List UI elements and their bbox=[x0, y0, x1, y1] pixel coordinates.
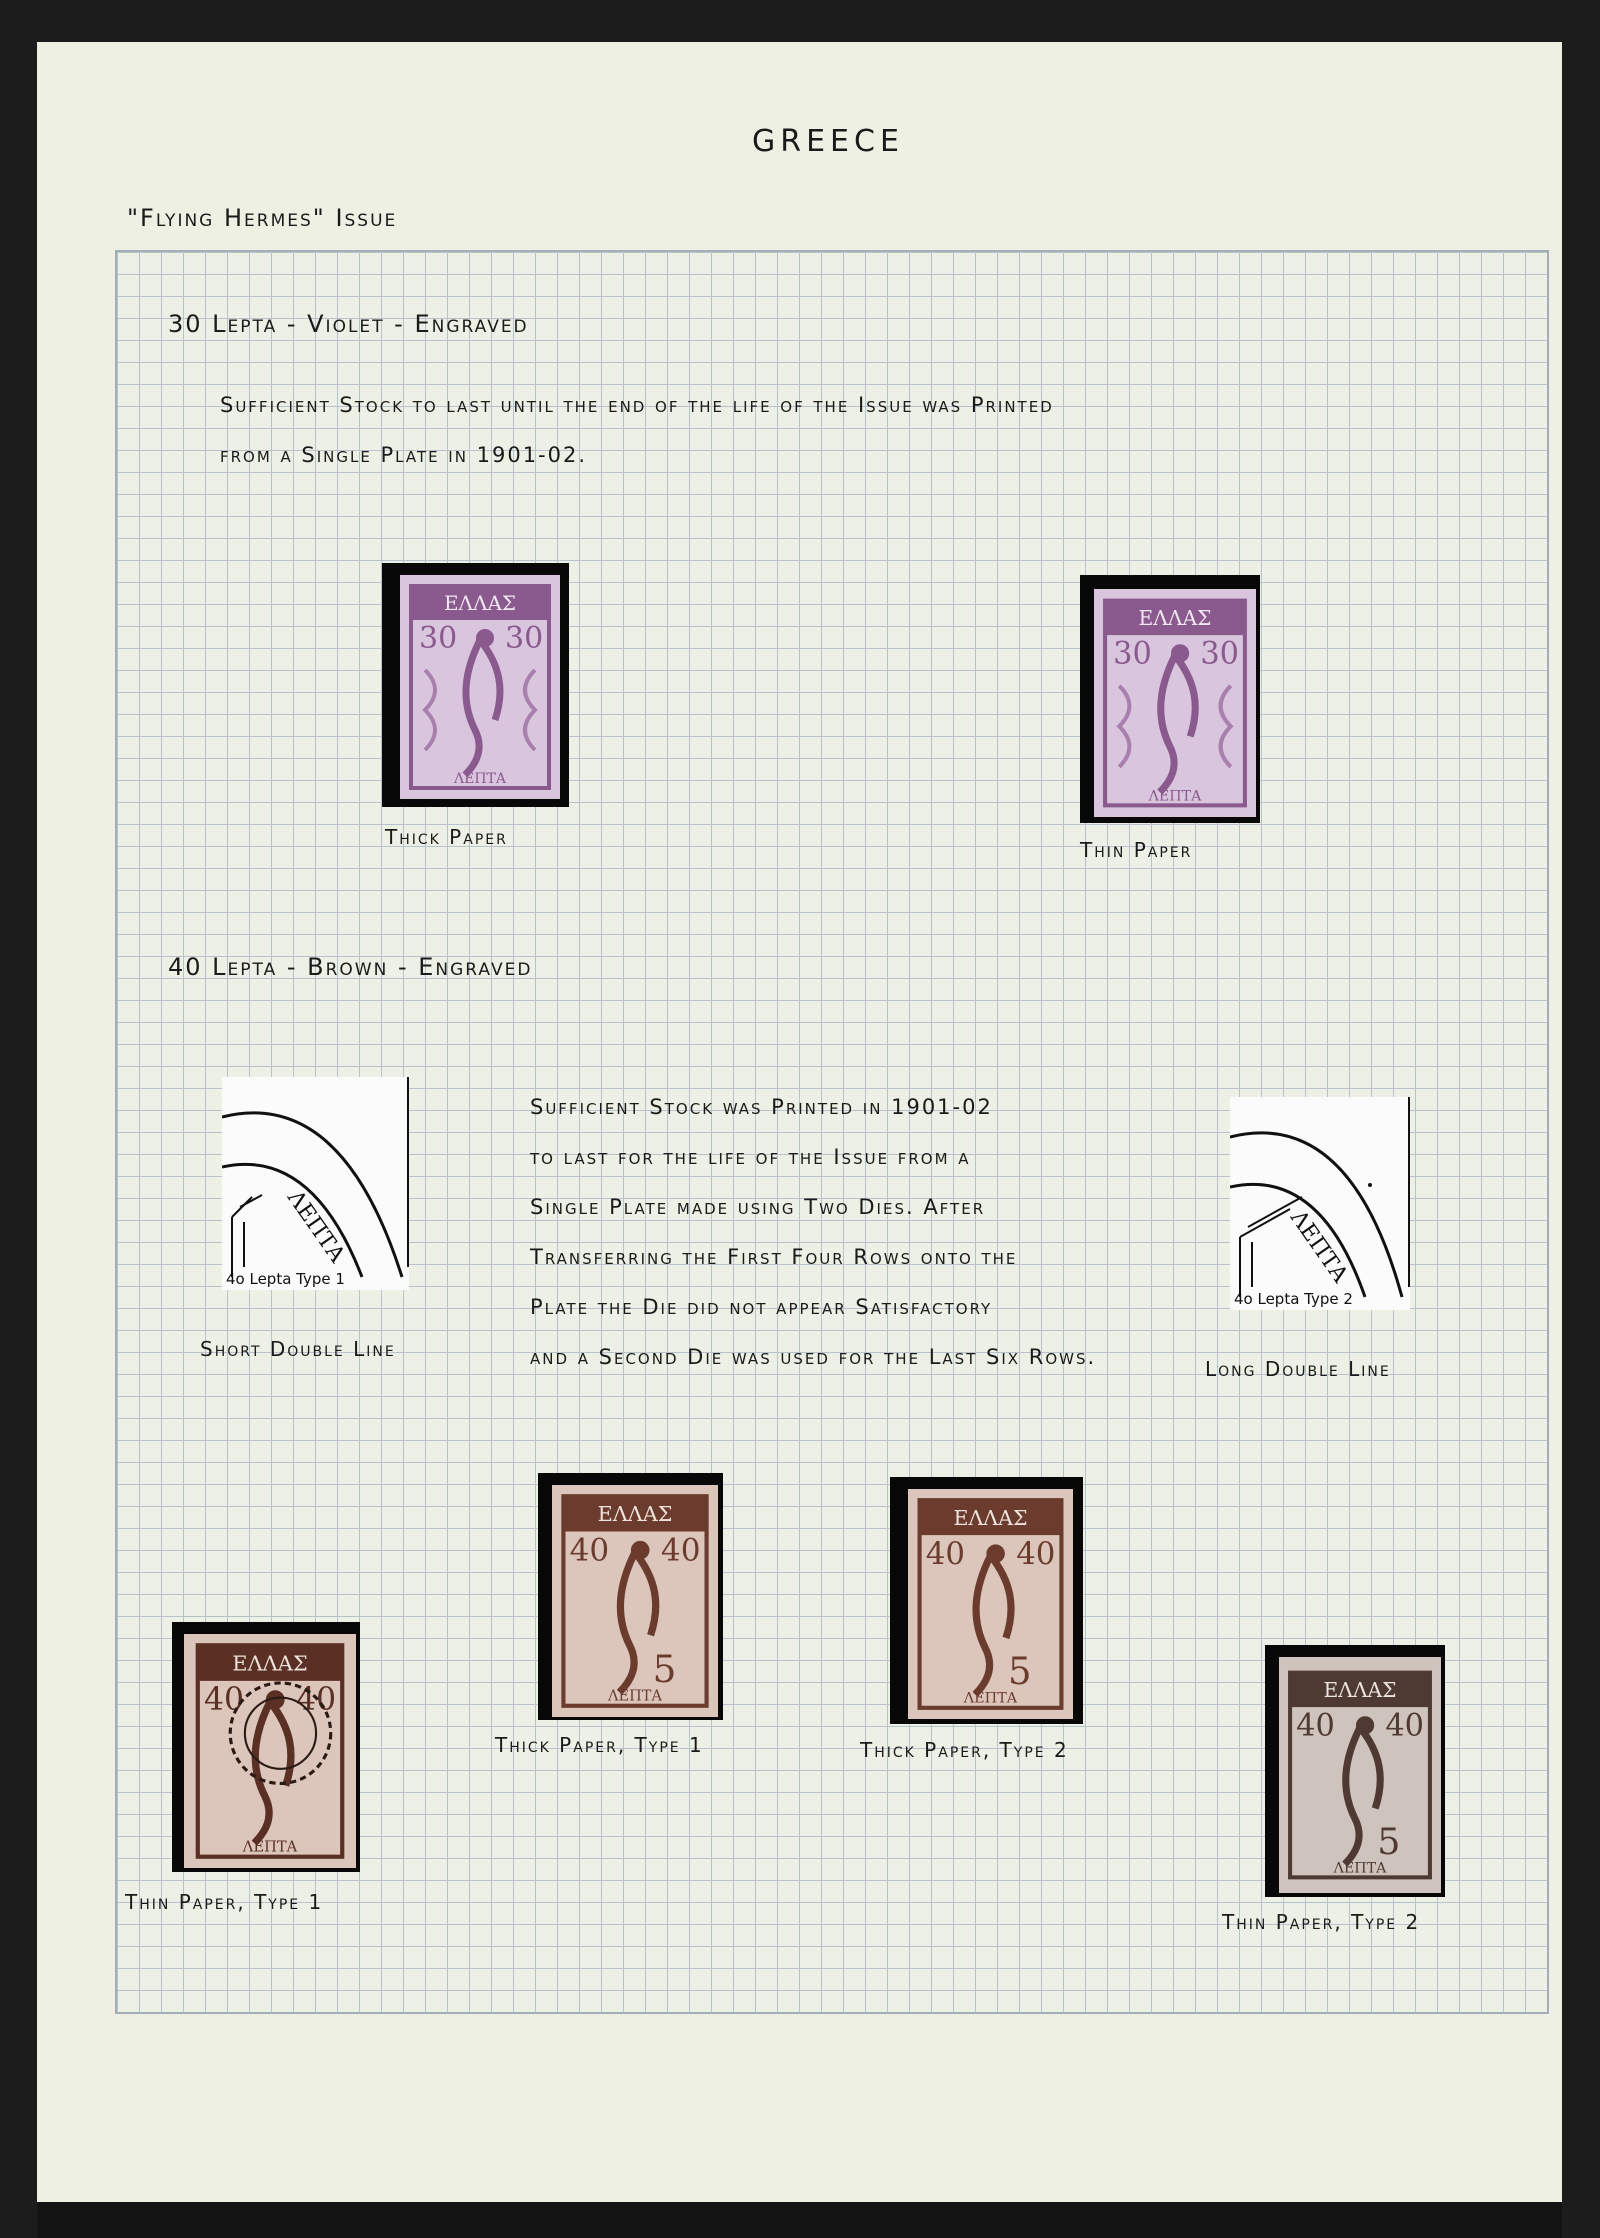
para-line: to last for the life of the Issue from a bbox=[530, 1145, 971, 1169]
stamp-value-text: 30 bbox=[1200, 636, 1240, 672]
stamp-value-text: 40 bbox=[204, 1682, 245, 1719]
stamp-mount bbox=[890, 1477, 1083, 1724]
para-line: Sufficient Stock was Printed in 1901-02 bbox=[530, 1095, 993, 1119]
stamp-mount bbox=[538, 1473, 723, 1720]
diagram-type-1-drawing bbox=[222, 1077, 409, 1290]
para-line: from a Single Plate in 1901-02. bbox=[220, 443, 588, 467]
stamp-value-text: 40 bbox=[1385, 1708, 1425, 1744]
stamp-small-value-text: 5 bbox=[652, 1646, 677, 1691]
stamp-country-text: ΕΛΛΑΣ bbox=[232, 1651, 308, 1676]
stamp-country-text: ΕΛΛΑΣ bbox=[1323, 1677, 1397, 1702]
stamp-40-thick-type1 bbox=[552, 1485, 718, 1717]
stamp-country-text: ΕΛΛΑΣ bbox=[953, 1505, 1028, 1530]
caption-thin-type2: Thin Paper, Type 2 bbox=[1222, 1910, 1421, 1934]
stamp-value-text: 40 bbox=[1296, 1708, 1335, 1744]
stamp-30-thick bbox=[400, 575, 560, 799]
stamp-mount bbox=[1265, 1645, 1445, 1897]
stamp-country-text: ΕΛΛΑΣ bbox=[1138, 605, 1212, 630]
section-30-heading: 30 Lepta - Violet - Engraved bbox=[168, 310, 529, 338]
para-line: and a Second Die was used for the Last Six Rows. bbox=[530, 1345, 1097, 1369]
para-line: Plate the Die did not appear Satisfactory bbox=[530, 1295, 993, 1319]
caption-thick-type2: Thick Paper, Type 2 bbox=[860, 1738, 1069, 1762]
stamp-30-thick-art bbox=[405, 580, 555, 794]
stamp-30-thin-art bbox=[1099, 594, 1251, 812]
stamp-small-value-text: 5 bbox=[1007, 1650, 1032, 1694]
stamp-country-text: ΕΛΛΑΣ bbox=[597, 1502, 673, 1527]
stamp-value-text: 30 bbox=[1113, 636, 1152, 672]
stamp-40-art bbox=[913, 1494, 1068, 1714]
caption-thin-type1: Thin Paper, Type 1 bbox=[125, 1890, 324, 1914]
stamp-currency-text: ΛΕΠΤΑ bbox=[1333, 1860, 1387, 1877]
caption-long-double-line: Long Double Line bbox=[1205, 1357, 1391, 1381]
stamp-currency-text: ΛΕΠΤΑ bbox=[608, 1688, 662, 1705]
stamp-currency-text: ΛΕΠΤΑ bbox=[1148, 788, 1202, 805]
stamp-small-value-text: 5 bbox=[1377, 1820, 1401, 1864]
caption-30-thick: Thick Paper bbox=[385, 825, 508, 849]
stamp-currency-text: ΛΕΠΤΑ bbox=[454, 771, 506, 787]
stamp-value-text: 40 bbox=[1016, 1535, 1056, 1572]
stamp-currency-text: ΛΕΠΤΑ bbox=[242, 1838, 298, 1856]
diagram-type-2-label: 4o Lepta Type 2 bbox=[1234, 1290, 1353, 1308]
stamp-mount bbox=[382, 563, 569, 807]
stamp-40-art bbox=[557, 1490, 713, 1712]
stamp-value-text: 40 bbox=[660, 1532, 701, 1569]
diagram-type-1-label: 4o Lepta Type 1 bbox=[226, 1270, 345, 1288]
stamp-currency-text: ΛΕΠΤΑ bbox=[963, 1690, 1018, 1707]
stamp-value-text: 40 bbox=[296, 1682, 337, 1719]
stamp-country-text: ΕΛΛΑΣ bbox=[443, 591, 517, 615]
stamp-mount bbox=[1080, 575, 1260, 823]
stamp-30-thin bbox=[1094, 589, 1256, 817]
diagram-text: ΛΕΠΤΑ bbox=[1285, 1206, 1353, 1288]
diagram-type-2-drawing bbox=[1230, 1097, 1410, 1310]
section-30-paragraph bbox=[220, 380, 1054, 480]
stamp-40-art bbox=[189, 1639, 351, 1863]
caption-thick-type1: Thick Paper, Type 1 bbox=[495, 1733, 704, 1757]
caption-short-double-line: Short Double Line bbox=[200, 1337, 396, 1361]
caption-30-thin: Thin Paper bbox=[1080, 838, 1193, 862]
para-line: Single Plate made using Two Dies. After bbox=[530, 1195, 986, 1219]
page-bottom-edge bbox=[37, 2202, 1562, 2238]
page-title: GREECE bbox=[752, 124, 904, 159]
para-line: Sufficient Stock to last until the end of the life of the Issue was Printed bbox=[220, 393, 1054, 417]
stamp-value-text: 30 bbox=[505, 621, 544, 656]
para-line: Transferring the First Four Rows onto the bbox=[530, 1245, 1018, 1269]
section-40-heading: 40 Lepta - Brown - Engraved bbox=[168, 953, 533, 981]
stamp-value-text: 40 bbox=[569, 1532, 610, 1569]
stamp-value-text: 30 bbox=[419, 621, 458, 656]
stamp-40-art bbox=[1284, 1662, 1436, 1888]
diagram-type-2 bbox=[1230, 1097, 1410, 1310]
stamp-mount bbox=[172, 1622, 360, 1872]
stamp-value-text: 40 bbox=[925, 1535, 965, 1572]
section-40-paragraph bbox=[530, 1082, 1096, 1382]
diagram-type-1 bbox=[222, 1077, 409, 1290]
issue-heading: "Flying Hermes" Issue bbox=[127, 204, 398, 232]
stamp-40-thin-type1 bbox=[184, 1634, 356, 1868]
stamp-40-thick-type2 bbox=[908, 1489, 1073, 1719]
diagram-text: ΛΕΠΤΑ bbox=[282, 1186, 350, 1268]
stamp-40-thin-type2 bbox=[1279, 1657, 1441, 1893]
